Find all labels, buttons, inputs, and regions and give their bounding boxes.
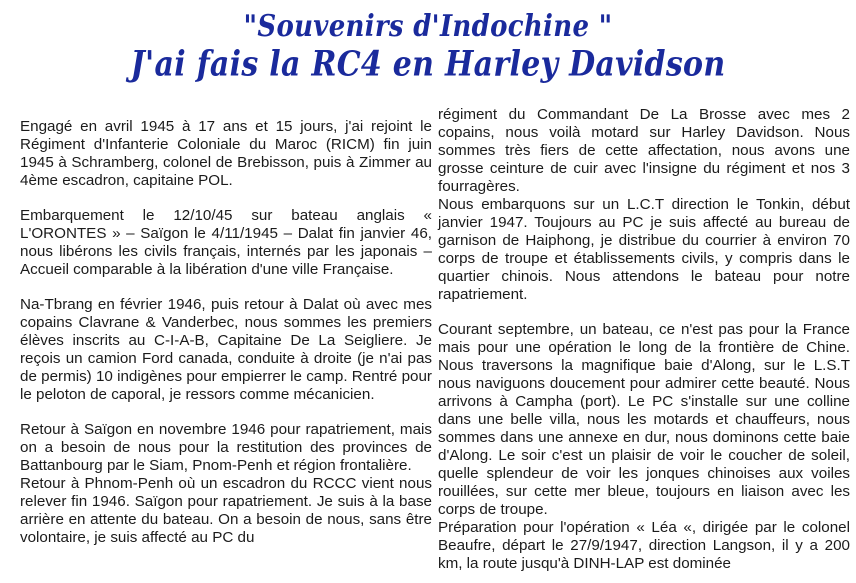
paragraph: Retour à Saïgon en novembre 1946 pour rapatriement, mais on a besoin de nous pour la restitution des provinces de Battanbourg par le Siam, Pnom-Penh et région frontalière. [20,421,432,474]
left-column [20,118,432,547]
paragraph: Préparation pour l'opération « Léa «, dirigée par le colonel Beaufre, départ le 27/9/1947, direction Langson, il y a 200 km, la route jusqu'à DINH-LAP est dominée [438,519,850,572]
paragraph: Embarquement le 12/10/45 sur bateau anglais « L'ORONTES » – Saïgon le 4/11/1945 – Dalat fin janvier 46, nous libérons les civils français, internés par les japonais – Accueil comparable à la libération d'une ville Française. [20,207,432,278]
paragraph: Courant septembre, un bateau, ce n'est pas pour la France mais pour une opération le long de la frontière de Chine. Nous traversons la magnifique baie d'Along, sur le L.S.T nous naviguons doucement pour admirer cette beauté. Nous arrivons à Campha (port). Le PC s'installe sur une colline dans une belle villa, nous les motards et chauffeurs, nous sommes dans une annexe en dur, nous dominons cette baie d'Along. Le soir c'est un plaisir de voir le coucher de soleil, quelle splendeur de voir les jonques chinoises aux voiles rouillées, sur cette mer bleue, toujours en liaison avec les corps de troupe. [438,321,850,518]
title-block [0,10,856,84]
title-line-1: "Souvenirs d'Indochine " [243,9,613,45]
paragraph: Nous embarquons sur un L.C.T direction le Tonkin, début janvier 1947. Toujours au PC je suis affecté au bureau de garnison de Haiphong, je distribue du courrier à environ 70 corps de troupe et établissements civils, y compris dans le quartier chinois. Nous attendons le bateau pour notre rapatriement. [438,196,850,303]
paragraph: Na-Tbrang en février 1946, puis retour à Dalat où avec mes copains Clavrane & Vanderbec, nous sommes les premiers élèves inscrits au C-I-A-B, Capitaine De La Seigliere. Je reçois un camion Ford canada, conduite à droite (je n'ai pas de permis) 10 indigènes pour empierrer le camp. Rentré pour le peloton de caporal, je ressors comme mécanicien. [20,296,432,403]
paragraph: Engagé en avril 1945 à 17 ans et 15 jours, j'ai rejoint le Régiment d'Infanterie Coloniale du Maroc (RICM) fin juin 1945 à Schramberg, colonel de Brebisson, puis à Zimmer au 4ème escadron, capitaine POL. [20,118,432,189]
title-line-2: J'ai fais la RC4 en Harley Davidson [130,44,726,85]
paragraph: Retour à Phnom-Penh où un escadron du RCCC vient nous relever fin 1946. Saïgon pour rapatriement. Je suis à la base arrière en attente du bateau. On a besoin de nous, sans être volontaire, je suis affecté au PC du [20,475,432,546]
paragraph: régiment du Commandant De La Brosse avec mes 2 copains, nous voilà motard sur Harley Davidson. Nous sommes très fiers de cette affectation, nous avons une grosse ceinture de cuir avec l'insigne du régiment et nos 3 fourragères. [438,106,850,195]
right-column [438,106,850,573]
